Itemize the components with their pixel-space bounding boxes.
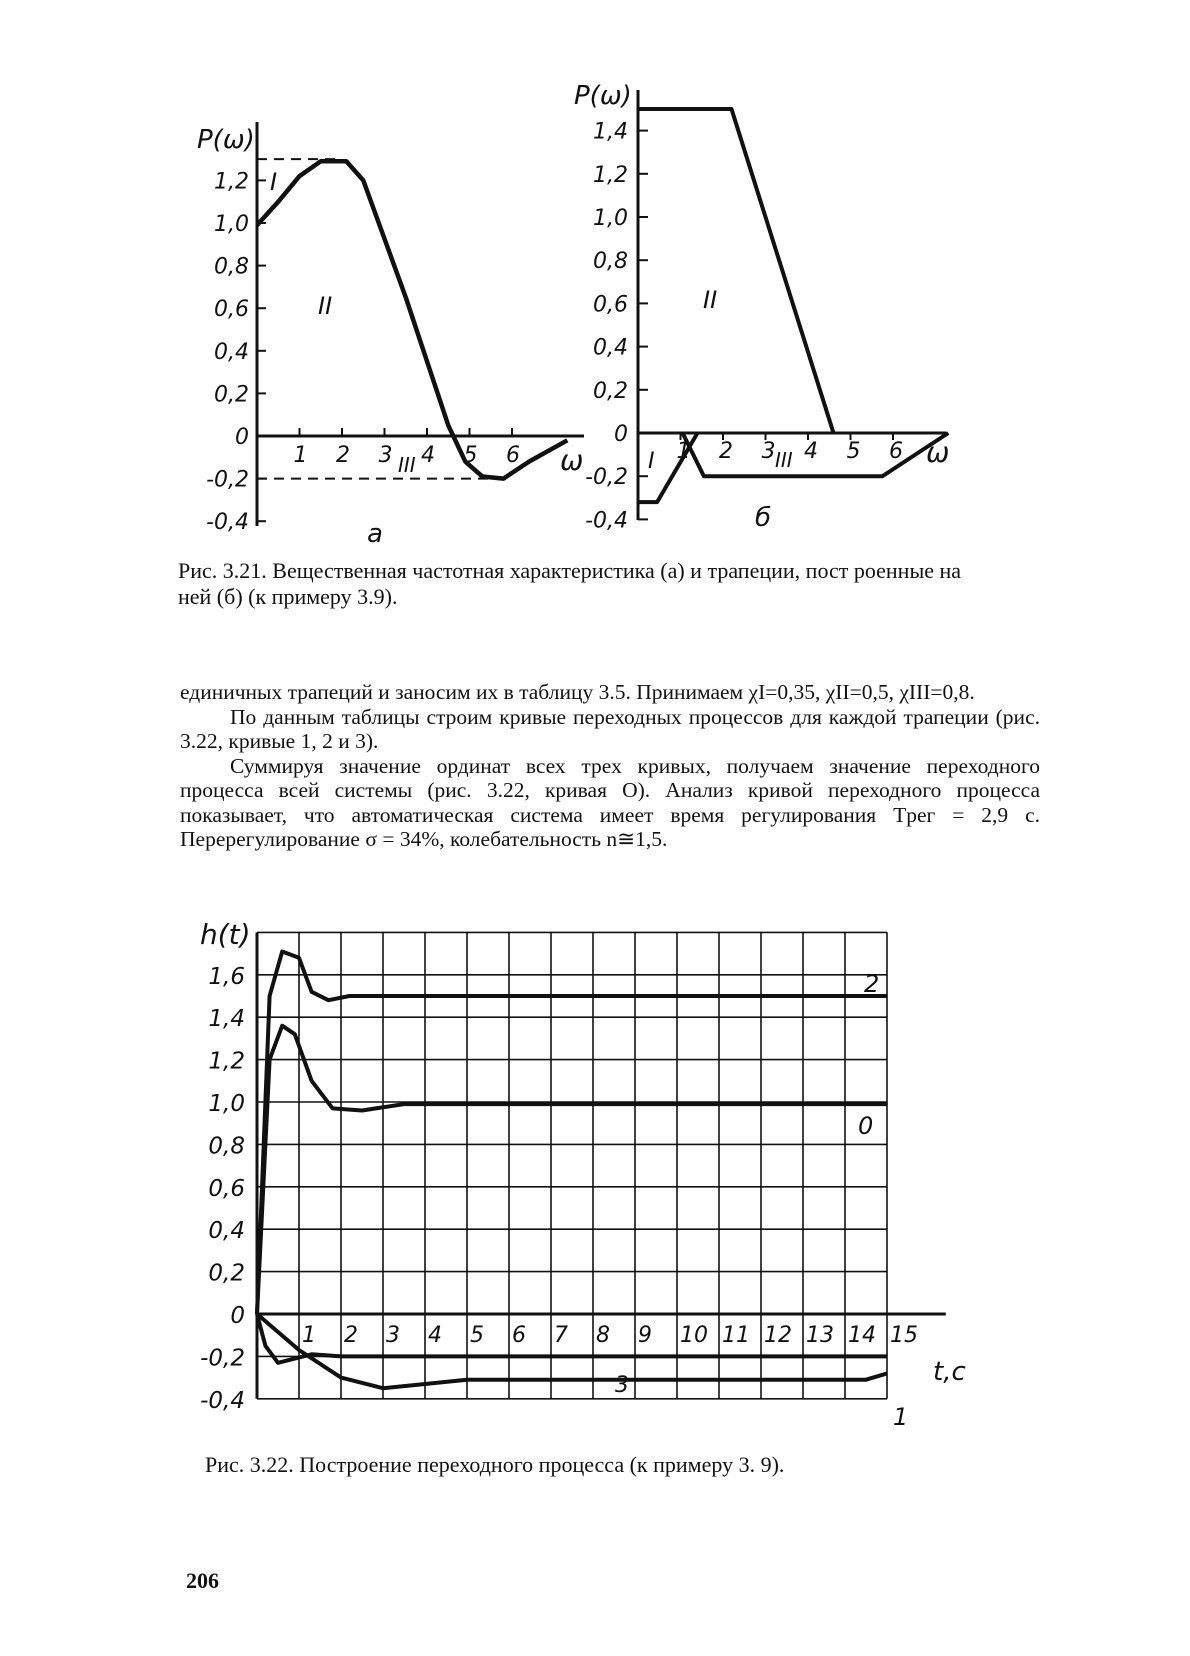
- panel-a-y-label: P(ω): [197, 125, 255, 155]
- panel-a-y-tick-label: 0,6: [214, 297, 249, 323]
- fig322-x-tick-label: 12: [764, 1323, 792, 1348]
- fig322-y-tick-label: 1,6: [208, 963, 245, 990]
- figure-3-22-caption: Рис. 3.22. Построение переходного процесса (к примеру 3. 9).: [205, 1452, 785, 1477]
- panel-a-x-tick-label: 5: [463, 443, 478, 468]
- fig322-x-tick-label: 15: [890, 1323, 918, 1348]
- fig322-y-tick-label: -0,2: [200, 1345, 245, 1372]
- panel-a-y-tick-label: 0,8: [214, 254, 249, 280]
- fig322-y-tick-label: 0: [230, 1303, 245, 1329]
- fig322-y-tick-label: 0,2: [208, 1260, 245, 1287]
- panel-b-region-III: III: [775, 448, 793, 472]
- figure-3-21-caption: Рис. 3.21. Вещественная частотная характеристика (а) и трапеции, пост роенные на ней (б) (к примеру 3.9).: [178, 558, 962, 609]
- paragraph-2: По данным таблицы строим кривые переходных процессов для каждой трапеции (рис. 3.22, кривые 1, 2 и 3).: [180, 704, 1040, 753]
- panel-b-y-tick-label: -0,4: [585, 508, 628, 534]
- fig322-curve-2: [257, 952, 887, 1315]
- panel-b-region-II: II: [703, 286, 718, 314]
- panel-b-x-tick-label: 3: [761, 439, 776, 464]
- panel-a-x-label: ω: [560, 444, 584, 477]
- panel-a-letter: а: [367, 519, 383, 549]
- panel-a-x-tick-label: 1: [293, 443, 308, 468]
- fig322-x-tick-label: 4: [428, 1323, 442, 1348]
- panel-a-y-tick-label: -0,2: [206, 467, 249, 493]
- fig322-y-tick-label: -0,4: [200, 1387, 245, 1414]
- panel-b-y-tick-label: 0,4: [593, 335, 628, 361]
- panel-a-x-tick-label: 2: [336, 443, 350, 468]
- fig322-x-tick-label: 14: [848, 1323, 876, 1348]
- fig322-y-tick-label: 1,4: [208, 1006, 245, 1033]
- panel-a-y-tick-label: 1,0: [214, 212, 249, 237]
- fig322-x-tick-label: 11: [722, 1323, 750, 1348]
- panel-a-y-tick-label: 1,2: [214, 169, 249, 195]
- panel-b-region-I: I: [648, 449, 655, 474]
- fig322-x-tick-label: 5: [470, 1323, 484, 1348]
- panel-b-y-label: P(ω): [574, 81, 632, 111]
- panel-b-y-tick-label: 0,2: [593, 378, 628, 404]
- paragraph-1: единичных трапеций и заносим их в таблицу 3.5. Принимаем χI=0,35, χII=0,5, χIII=0,8.: [180, 680, 975, 704]
- panel-a-x-tick-label: 6: [506, 443, 520, 468]
- panel-a-region-III: III: [398, 453, 416, 477]
- panel-b-y-tick-label: 0: [614, 422, 628, 447]
- curve-label-1: 1: [893, 1403, 909, 1431]
- panel-b-letter: б: [755, 503, 772, 533]
- fig322-y-tick-label: 0,8: [208, 1133, 245, 1160]
- fig322-y-label: h(t): [200, 918, 251, 951]
- fig322-x-tick-label: 7: [554, 1323, 568, 1348]
- panel-b-y-tick-label: 1,4: [593, 119, 628, 145]
- curve-label-2: 2: [864, 970, 880, 998]
- panel-b-y-tick-label: -0,2: [585, 465, 628, 491]
- panel-b-x-tick-label: 4: [804, 439, 818, 464]
- fig322-x-tick-label: 9: [638, 1323, 652, 1348]
- panel-b-y-tick-label: 1,0: [593, 206, 628, 231]
- panel-b-x-tick-label: 1: [676, 439, 691, 464]
- fig322-y-tick-label: 1,0: [208, 1091, 245, 1117]
- panel-a-y-tick-label: 0,4: [214, 339, 249, 365]
- fig322-x-tick-label: 1: [302, 1323, 316, 1348]
- fig322-x-tick-label: 10: [680, 1323, 708, 1348]
- panel-b-x-tick-label: 2: [719, 439, 733, 464]
- fig322-y-tick-label: 0,6: [208, 1175, 245, 1202]
- panel-a-x-tick-label: 3: [378, 443, 393, 468]
- panel-b-y-tick-label: 1,2: [593, 162, 628, 188]
- fig322-x-tick-label: 13: [806, 1323, 834, 1348]
- panel-b-x-label: ω: [926, 436, 950, 469]
- curve-label-0: 0: [858, 1112, 874, 1140]
- fig322-x-tick-label: 2: [344, 1323, 358, 1348]
- fig322-y-tick-label: 0,4: [208, 1218, 245, 1245]
- paragraph-3: Суммируя значение ординат всех трех кривых, получаем значение переходного процесса всей системы (рис. 3.22, кривая О). Анализ кривой переходного процесса показывает, что автоматическая система имеет время регулирования Tрег = 2,9 с. Перерегулирование σ = 34%, колебательность n≅1,5.: [180, 753, 1040, 851]
- curve-label-3: 3: [615, 1373, 629, 1398]
- panel-b-y-tick-label: 0,8: [593, 249, 628, 275]
- panel-a-x-tick-label: 4: [421, 443, 435, 468]
- panel-a-y-tick-label: 0: [235, 425, 249, 450]
- panel-b-x-tick-label: 5: [846, 439, 861, 464]
- panel-a-region-I: I: [270, 168, 278, 196]
- page-number: 206: [186, 1568, 219, 1593]
- panel-a-y-tick-label: -0,4: [206, 510, 249, 536]
- fig322-x-label: t,c: [933, 1357, 966, 1387]
- panel-a-y-tick-label: 0,2: [214, 382, 249, 408]
- fig322-x-tick-label: 6: [512, 1323, 526, 1348]
- panel-a-region-II: II: [318, 292, 333, 320]
- fig322-curve-0: [257, 1026, 887, 1314]
- panel-b-y-tick-label: 0,6: [593, 292, 628, 318]
- fig322-x-tick-label: 3: [386, 1323, 400, 1348]
- fig322-x-tick-label: 8: [596, 1323, 610, 1348]
- fig322-y-tick-label: 1,2: [208, 1048, 245, 1075]
- panel-b-x-tick-label: 6: [889, 439, 903, 464]
